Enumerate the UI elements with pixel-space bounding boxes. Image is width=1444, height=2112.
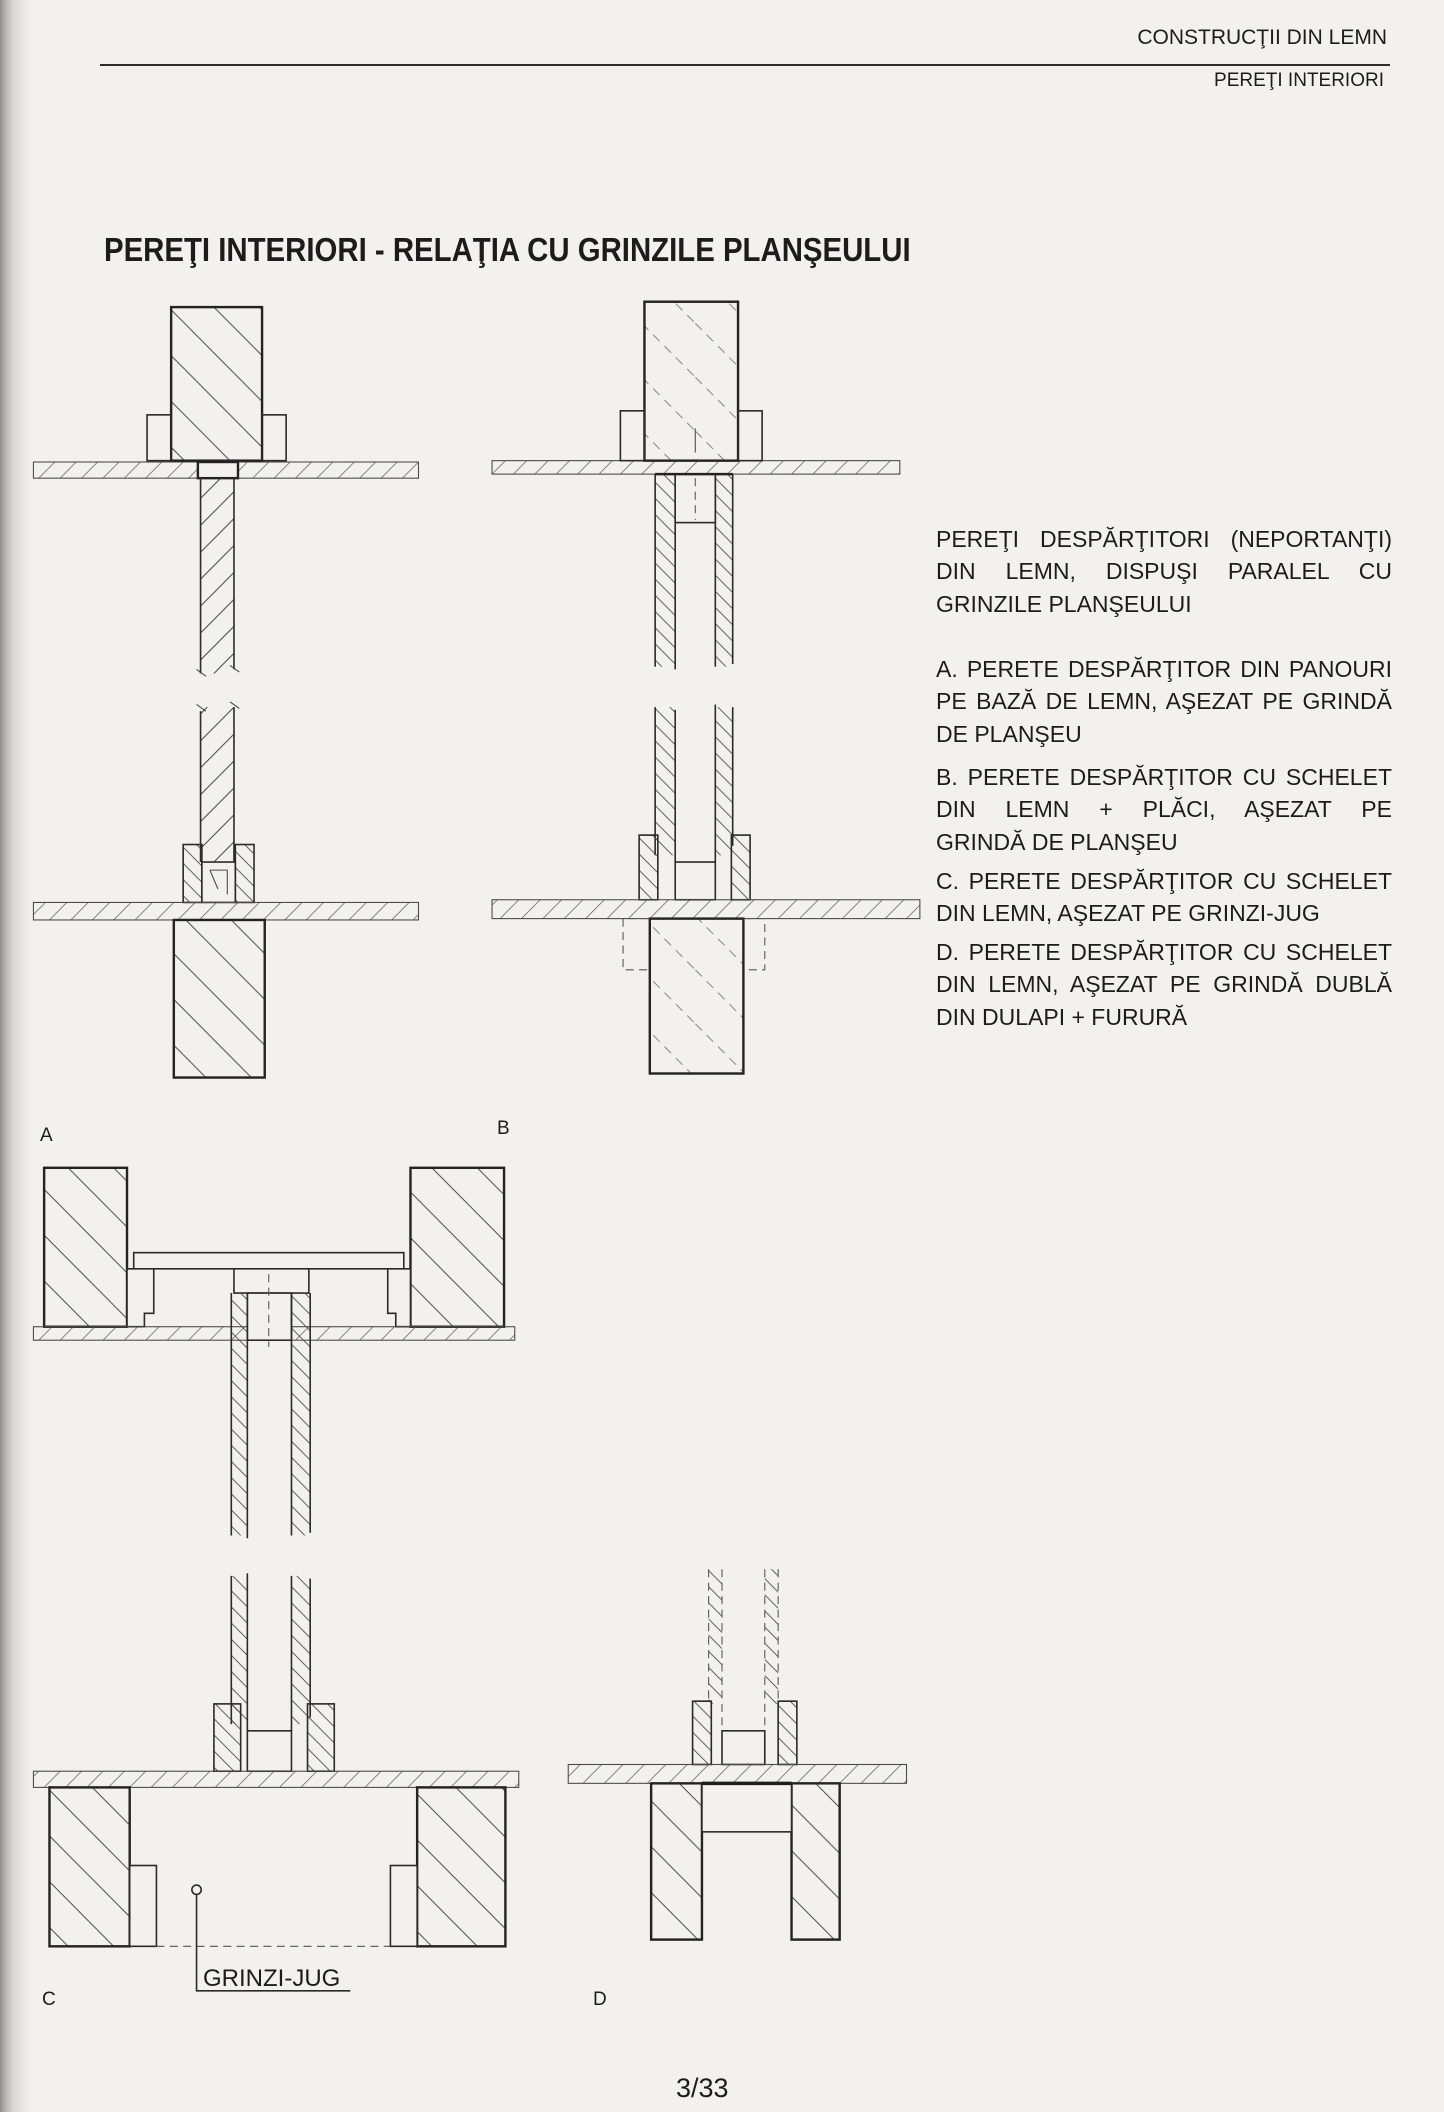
description-line: B. PERETE DESPĂRŢITOR CU SCHELET [936, 764, 1392, 790]
description-item-d [936, 936, 1392, 1033]
d-floor-board [568, 1764, 906, 1783]
c-head-board [134, 1253, 404, 1269]
page-number: 3/33 [676, 2073, 729, 2103]
description-line: GRINZILE PLANŞEULUI [936, 590, 1192, 617]
a-base-cleat-left [183, 845, 202, 903]
d-cladding-left [709, 1569, 722, 1704]
d-double-beam-left [651, 1783, 702, 1939]
description-line: DIN LEMN, AŞEZAT PE GRINZI-JUG [936, 900, 1320, 927]
description-line: A. PERETE DESPĂRŢITOR DIN PANOURI [936, 656, 1392, 682]
b-floor-beam [650, 919, 744, 1074]
c-bottom-plate [247, 1731, 291, 1771]
a-upper-cleat-left [147, 415, 171, 461]
d-cladding-right [765, 1569, 778, 1704]
b-base-cleat-left [639, 835, 658, 900]
d-base-cleat-left [693, 1701, 712, 1764]
detail-a [33, 307, 418, 1077]
c-top-plate-block [247, 1293, 291, 1340]
c-upper-beam-right [410, 1168, 504, 1327]
c-callout-dot [192, 1885, 201, 1894]
c-cladding-right-lower [291, 1576, 310, 1724]
description-item-b [936, 761, 1392, 858]
d-base-cleat-right [778, 1701, 797, 1764]
b-cladding-left-upper [655, 474, 675, 667]
c-base-cleat-right [308, 1704, 335, 1771]
b-ceiling-board [492, 461, 900, 474]
b-base-cleat-right [731, 835, 750, 900]
figure-label-d: D [593, 1989, 607, 2010]
a-floor-beam [174, 920, 265, 1078]
c-cladding-right-upper [291, 1293, 310, 1535]
d-double-beam-right [792, 1783, 840, 1939]
a-upper-cleat-right [262, 415, 286, 461]
c-yoke-cleat-left [130, 1866, 157, 1947]
b-upper-cleat-left [620, 411, 644, 461]
description-intro [936, 523, 1392, 620]
c-support-cleat-left [127, 1269, 154, 1327]
a-upper-beam [171, 307, 262, 461]
detail-d [568, 1569, 906, 1939]
b-floor-cleat-left [623, 919, 650, 970]
b-floor-board [492, 900, 920, 919]
a-bottom-plate [202, 862, 235, 902]
description-line: DIN LEMN, DISPUŞI PARALEL CU [936, 558, 1392, 585]
detail-c [33, 1168, 518, 1991]
c-yoke-beam-left [49, 1787, 129, 1946]
c-yoke-cleat-right [390, 1866, 417, 1947]
b-cladding-right-upper [715, 474, 732, 667]
running-header-chapter: PEREŢI INTERIORI [1214, 70, 1384, 91]
description-line: C. PERETE DESPĂRŢITOR CU SCHELET [936, 868, 1392, 894]
c-support-cleat-right [388, 1269, 411, 1327]
b-bottom-plate [675, 862, 715, 900]
b-floor-cleat-right [743, 919, 764, 970]
running-header-book-title: CONSTRUCŢII DIN LEMN [1137, 26, 1387, 49]
figure-label-a: A [40, 1125, 53, 1146]
page-title: PEREŢI INTERIORI - RELAŢIA CU GRINZILE PLANŞEULUI [104, 231, 911, 268]
c-cladding-left-upper [231, 1293, 247, 1535]
description-line: DIN LEMN, AŞEZAT PE GRINDĂ DUBLĂ [936, 971, 1392, 998]
description-line: DE PLANŞEU [936, 720, 1082, 747]
a-wall-panel-upper [201, 478, 234, 673]
c-cladding-left-lower [231, 1576, 247, 1724]
d-bottom-plate [722, 1731, 765, 1765]
yoke-beam-callout-label: GRINZI-JUG [203, 1965, 341, 1992]
c-floor-board [33, 1771, 518, 1787]
b-upper-cleat-right [738, 411, 762, 461]
description-item-c [936, 865, 1392, 930]
description-item-a [936, 653, 1392, 750]
a-wall-panel-lower [201, 707, 234, 862]
figure-label-c: C [42, 1989, 56, 2010]
figure-label-b: B [497, 1118, 510, 1139]
b-upper-beam [644, 302, 738, 461]
a-floor-board [33, 902, 418, 920]
description-line: DIN LEMN + PLĂCI, AŞEZAT PE [936, 796, 1392, 823]
description-line: PEREŢI DESPĂRŢITORI (NEPORTANŢI) [936, 526, 1392, 552]
c-yoke-beam-right [417, 1787, 505, 1946]
c-top-plate [234, 1269, 309, 1293]
description-line: DIN DULAPI + FURURĂ [936, 1003, 1188, 1030]
description-line: PE BAZĂ DE LEMN, AŞEZAT PE GRINDĂ [936, 688, 1392, 715]
description-line: GRINDĂ DE PLANŞEU [936, 828, 1178, 855]
description-line: D. PERETE DESPĂRŢITOR CU SCHELET [936, 939, 1392, 965]
detail-b [492, 302, 920, 1074]
header-rule [100, 64, 1390, 66]
b-cladding-left-lower [655, 707, 675, 855]
c-upper-beam-left [44, 1168, 127, 1327]
c-base-cleat-left [214, 1704, 241, 1771]
a-base-cleat-right [235, 845, 254, 903]
a-top-plate [198, 462, 238, 478]
d-filler-block [702, 1783, 792, 1831]
b-cladding-right-lower [715, 707, 732, 855]
